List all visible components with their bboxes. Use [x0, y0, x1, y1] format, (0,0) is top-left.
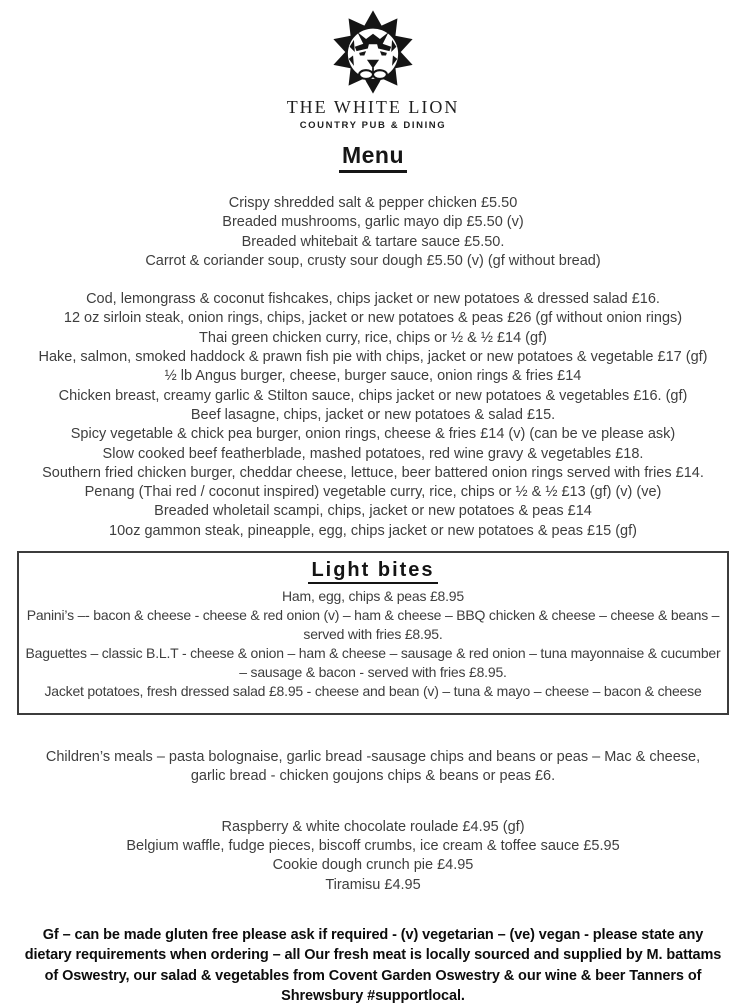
menu-item: Cookie dough crunch pie £4.95 — [272, 857, 474, 874]
menu-item: Thai green chicken curry, rice, chips or ½ & ½ £14 (gf) — [199, 329, 547, 346]
menu-item: Hake, salmon, smoked haddock & prawn fish pie with chips, jacket or new potatoes & vegetable £17 (gf) — [38, 349, 708, 366]
dietary-footer-note: Gf – can be made gluten free please ask if required - (v) vegetarian – (ve) vegan - please state any dietary requirements when ordering – all Our fresh meat is locally sourced and supplied by M. battams of Oswestry, our salad & vegetables from Covent Garden Oswestry & our wine & beer Tanners of Shrewsbury #supportlocal. — [24, 926, 722, 1005]
light-bites-title: Light bites — [308, 559, 437, 584]
menu-item: Penang (Thai red / coconut inspired) vegetable curry, rice, chips or ½ & ½ £13 (gf) (v) (ve) — [84, 484, 662, 501]
menu-item: Southern fried chicken burger, cheddar cheese, lettuce, beer battered onion rings served with fries £14. — [42, 464, 704, 481]
menu-item: Belgium waffle, fudge pieces, biscoff crumbs, ice cream & toffee sauce £5.95 — [126, 837, 620, 854]
header — [0, 0, 746, 173]
menu-item: Crispy shredded salt & pepper chicken £5.50 — [228, 195, 518, 211]
menu-item: 12 oz sirloin steak, onion rings, chips, jacket or new potatoes & peas £26 (gf without onion rings) — [63, 310, 683, 327]
menu-item: Ham, egg, chips & peas £8.95 — [282, 588, 464, 605]
logo-title: THE WHITE LION — [286, 97, 460, 117]
light-bites-items — [25, 587, 721, 701]
page-title: Menu — [339, 142, 407, 173]
menu-item: Breaded mushrooms, garlic mayo dip £5.50 (v) — [222, 214, 524, 231]
menu-item: Spicy vegetable & chick pea burger, onion rings, cheese & fries £14 (v) (can be ve please ask) — [70, 426, 676, 443]
menu-item: Children’s meals – pasta bolognaise, garlic bread -sausage chips and beans or peas – Mac & cheese, garlic bread - chicken goujons chips & beans or peas £6. — [45, 749, 701, 785]
menu-item: Carrot & coriander soup, crusty sour dough £5.50 (v) (gf without bread) — [145, 252, 601, 269]
logo-subtitle: COUNTRY PUB & DINING — [299, 120, 447, 131]
menu-item: Beef lasagne, chips, jacket or new potatoes & salad £15. — [190, 406, 556, 423]
menu-item: ½ lb Angus burger, cheese, burger sauce, onion rings & fries £14 — [164, 368, 582, 385]
starters-section — [0, 194, 746, 271]
menu-item: Breaded whitebait & tartare sauce £5.50. — [241, 233, 505, 250]
menu-item: 10oz gammon steak, pineapple, egg, chips jacket or new potatoes & peas £15 (gf) — [109, 522, 637, 539]
menu-item: Tiramisu £4.95 — [325, 876, 421, 893]
lion-head-icon — [321, 8, 425, 96]
light-bites-box — [17, 551, 729, 715]
menu-item: Raspberry & white chocolate roulade £4.95 (gf) — [221, 818, 525, 835]
menu-item: Cod, lemongrass & coconut fishcakes, chips jacket or new potatoes & dressed salad £16. — [86, 291, 660, 308]
menu-item: Chicken breast, creamy garlic & Stilton sauce, chips jacket or new potatoes & vegetables £16. (gf) — [58, 387, 688, 404]
desserts-section — [0, 800, 746, 895]
menu-item: Slow cooked beef featherblade, mashed potatoes, red wine gravy & vegetables £18. — [102, 445, 644, 462]
menu-item: Panini’s –- bacon & cheese - cheese & red onion (v) – ham & cheese – BBQ chicken & cheese – cheese & beans – served with fries £8.95. — [26, 607, 720, 643]
menu-item: Breaded wholetail scampi, chips, jacket or new potatoes & peas £14 — [154, 503, 592, 520]
menu-item: Baguettes – classic B.L.T - cheese & onion – ham & cheese – sausage & red onion – tuna mayonnaise & cucumber – sausage & bacon - served with fries £8.95. — [25, 645, 721, 681]
mains-section — [0, 290, 746, 541]
childrens-meals-section — [35, 748, 711, 787]
menu-item: Jacket potatoes, fresh dressed salad £8.95 - cheese and bean (v) – tuna & mayo – cheese – bacon & cheese — [44, 683, 702, 700]
